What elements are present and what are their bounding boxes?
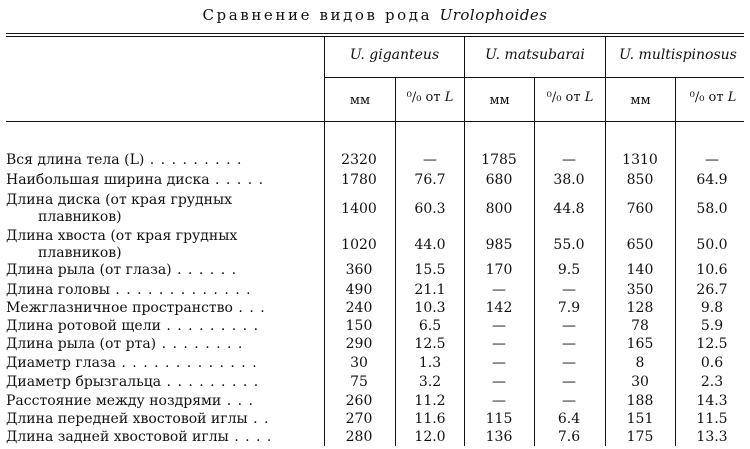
table-row: [0, 172, 750, 192]
table-cell: 11.6: [414, 411, 446, 427]
table-cell: 290: [345, 336, 373, 352]
table-row: [0, 192, 750, 225]
table-cell: 140: [626, 262, 654, 278]
table-cell: 5.9: [700, 318, 724, 334]
row-label: [6, 393, 324, 409]
table-row: [0, 355, 750, 375]
table-cell: 55.0: [553, 237, 585, 253]
row-label-text: Вся длина тела (L): [6, 152, 145, 168]
header-bottom-rule: [6, 121, 744, 122]
percent-symbol: L: [584, 90, 594, 105]
percent-prefix: ⁰/₀ от: [689, 90, 724, 105]
table-cell: 150: [345, 318, 373, 334]
row-label-text: Диаметр глаза: [6, 355, 116, 371]
percent-prefix: ⁰/₀ от: [546, 90, 581, 105]
subheader-percent-1: [396, 90, 464, 105]
row-label-text: Диаметр брызгальца: [6, 374, 162, 390]
row-label-text: Длина рыла (от глаза): [6, 262, 172, 278]
table-cell: 21.1: [414, 282, 446, 298]
top-rule-1: [6, 33, 744, 34]
table-cell: 44.0: [414, 237, 446, 253]
table-row: [0, 152, 750, 172]
table-cell: 9.5: [557, 262, 581, 278]
table-cell: 11.5: [696, 411, 728, 427]
table-cell: —: [492, 336, 506, 352]
table-cell: 490: [345, 282, 373, 298]
subheader-percent-2: [535, 90, 605, 105]
table-cell: 10.6: [696, 262, 728, 278]
row-label-text: Длина диска (от края грудных: [6, 192, 233, 208]
table-cell: 10.3: [414, 300, 446, 316]
title-genus: Urolophoides: [439, 6, 548, 24]
table-cell: 151: [626, 411, 654, 427]
leader-dots: . . .: [232, 300, 266, 316]
table-cell: 13.3: [696, 429, 728, 445]
leader-dots: . . . . . . . . .: [144, 152, 243, 168]
row-label-continuation: плавников): [38, 209, 122, 225]
table-row: [0, 318, 750, 338]
table-cell: 64.9: [696, 172, 728, 188]
table-cell: 7.6: [557, 429, 581, 445]
row-label-continuation: плавников): [38, 245, 122, 261]
row-label: [6, 228, 324, 244]
table-cell: 115: [485, 411, 513, 427]
row-label: [6, 429, 324, 445]
species-header-multispinosus: U. multispinosus: [619, 47, 737, 63]
row-label-text: Длина головы: [6, 282, 110, 298]
row-label-text: Межглазничное пространство: [6, 300, 233, 316]
leader-dots: . . . . .: [209, 172, 265, 188]
table-cell: —: [492, 393, 506, 409]
species-header-matsubarai: U. matsubarai: [485, 47, 585, 63]
species-header-giganteus: U. giganteus: [349, 47, 440, 63]
table-cell: 44.8: [553, 201, 585, 217]
subheader-mm-3: мм: [630, 93, 651, 108]
table-cell: —: [492, 318, 506, 334]
table-cell: 30: [631, 374, 649, 390]
table-cell: 78: [631, 318, 649, 334]
leader-dots: . . . .: [228, 429, 273, 445]
table-cell: 15.5: [414, 262, 446, 278]
table-cell: —: [562, 152, 576, 168]
table-cell: 136: [485, 429, 513, 445]
table-cell: 142: [485, 300, 513, 316]
table-row: [0, 228, 750, 261]
table-cell: 175: [626, 429, 654, 445]
row-label-text: Длина хвоста (от края грудных: [6, 228, 238, 244]
table-cell: 76.7: [414, 172, 446, 188]
row-label: [6, 172, 324, 188]
row-label-text: Наибольшая ширина диска: [6, 172, 210, 188]
table-cell: —: [562, 355, 576, 371]
table-cell: —: [705, 152, 719, 168]
percent-symbol: L: [727, 90, 737, 105]
leader-dots: . . . . . . . .: [156, 336, 244, 352]
table-cell: 12.5: [696, 336, 728, 352]
row-label: [6, 355, 324, 371]
table-cell: 165: [626, 336, 654, 352]
table-cell: 280: [345, 429, 373, 445]
table-cell: 30: [350, 355, 368, 371]
table-cell: 12.5: [414, 336, 446, 352]
leader-dots: . . . . . . . . .: [160, 318, 260, 334]
table-cell: 270: [345, 411, 373, 427]
table-cell: —: [562, 318, 576, 334]
table-cell: —: [562, 374, 576, 390]
table-row: [0, 300, 750, 320]
table-cell: 9.8: [700, 300, 724, 316]
subheader-mm-2: мм: [489, 93, 510, 108]
table-cell: 2.3: [700, 374, 724, 390]
table-cell: 12.0: [414, 429, 446, 445]
percent-symbol: L: [444, 90, 454, 105]
table-cell: 58.0: [696, 201, 728, 217]
table-cell: —: [492, 374, 506, 390]
row-label: [6, 336, 324, 352]
table-row: [0, 411, 750, 431]
table-cell: 38.0: [553, 172, 585, 188]
table-row: [0, 374, 750, 394]
table-cell: 350: [626, 282, 654, 298]
table-cell: 3.2: [418, 374, 442, 390]
table-cell: 1310: [622, 152, 658, 168]
table-cell: 2320: [341, 152, 377, 168]
leader-dots: . . . . . . . . . . . . .: [115, 355, 258, 371]
top-rule-2: [6, 36, 744, 37]
row-label: [6, 411, 324, 427]
table-cell: 680: [485, 172, 513, 188]
table-cell: 6.4: [557, 411, 581, 427]
table-cell: —: [492, 355, 506, 371]
table-cell: 1785: [481, 152, 517, 168]
row-label: [6, 300, 324, 316]
table-title: [0, 6, 750, 24]
table-cell: 14.3: [696, 393, 728, 409]
table-cell: —: [562, 282, 576, 298]
row-label-text: Расстояние между ноздрями: [6, 393, 222, 409]
table-cell: 240: [345, 300, 373, 316]
leader-dots: . . . . . . . . .: [161, 374, 260, 390]
table-row: [0, 429, 750, 449]
row-label-text: Длина задней хвостовой иглы: [6, 429, 229, 445]
table-cell: 1780: [341, 172, 377, 188]
leader-dots: . .: [247, 411, 270, 427]
table-cell: 50.0: [696, 237, 728, 253]
table-cell: 1400: [341, 201, 377, 217]
table-row: [0, 336, 750, 356]
leader-dots: . . . . . .: [171, 262, 238, 278]
table-cell: 8: [635, 355, 645, 371]
table-cell: 7.9: [557, 300, 581, 316]
subheader-percent-3: [676, 90, 750, 105]
table-cell: 260: [345, 393, 373, 409]
row-label: [6, 374, 324, 390]
table-cell: 1.3: [418, 355, 442, 371]
leader-dots: . . .: [221, 393, 254, 409]
row-label-text: Длина рыла (от рта): [6, 336, 157, 352]
table-cell: 128: [626, 300, 654, 316]
table-cell: —: [562, 336, 576, 352]
table-row: [0, 262, 750, 282]
row-label: [6, 152, 324, 168]
table-cell: 360: [345, 262, 373, 278]
table-cell: 26.7: [696, 282, 728, 298]
table-cell: 188: [626, 393, 654, 409]
subheader-mm-1: мм: [349, 93, 371, 108]
table-row: [0, 393, 750, 413]
row-label: [6, 192, 324, 208]
table-cell: 760: [626, 201, 654, 217]
row-label: [6, 318, 324, 334]
table-cell: 170: [485, 262, 513, 278]
table-cell: 985: [485, 237, 513, 253]
title-prefix: Сравнение видов рода: [202, 6, 433, 24]
table-cell: 6.5: [418, 318, 442, 334]
table-cell: 11.2: [414, 393, 446, 409]
row-label-text: Длина ротовой щели: [6, 318, 161, 334]
table-cell: —: [492, 282, 506, 298]
table-cell: —: [423, 152, 437, 168]
species-header-rule: [324, 77, 744, 78]
table-cell: 800: [485, 201, 513, 217]
row-label-text: Длина передней хвостовой иглы: [6, 411, 248, 427]
table-cell: 0.6: [700, 355, 724, 371]
percent-prefix: ⁰/₀ от: [406, 90, 441, 105]
row-label: [6, 262, 324, 278]
table-cell: 650: [626, 237, 654, 253]
table-cell: 75: [350, 374, 368, 390]
table-cell: 1020: [341, 237, 377, 253]
table-cell: 850: [626, 172, 654, 188]
leader-dots: . . . . . . . . . . . . .: [109, 282, 252, 298]
table-cell: —: [562, 393, 576, 409]
row-label: [6, 282, 324, 298]
table-row: [0, 282, 750, 302]
table-cell: 60.3: [414, 201, 446, 217]
